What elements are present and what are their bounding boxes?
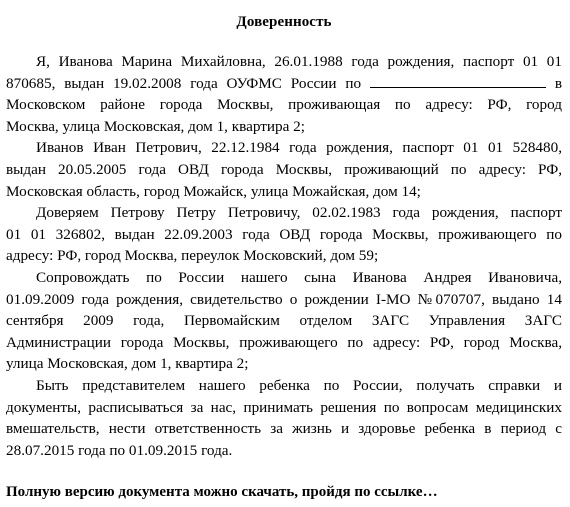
p1-line-2 (6, 73, 562, 95)
document-body (6, 51, 562, 461)
p3-line-1: Доверяем Петрову Петру Петровичу, 02.02.1983 года рождения, паспорт (36, 204, 562, 222)
p1-line-4: Москва, улица Московская, дом 1, квартира 2; (6, 117, 305, 135)
p1-line-2-text: 870685, выдан 19.02.2008 года ОУФМС России по (6, 74, 362, 92)
p5-line-4: 28.07.2015 года по 01.09.2015 года. (6, 441, 233, 459)
p5-line-1: Быть представителем нашего ребенка по России, получать справки и (36, 376, 562, 394)
p2-line-1: Иванов Иван Петрович, 22.12.1984 года рождения, паспорт 01 01 528480, (36, 139, 562, 157)
p5-line-2: документы, расписываться за нас, принимать решения по вопросам медицинских (6, 398, 562, 416)
p1-line-3: Московском районе города Москвы, проживающая по адресу: РФ, город (6, 96, 562, 114)
p4-line-3: сентября 2009 года, Первомайским отделом ЗАГС Управления ЗАГС (6, 312, 562, 330)
blank-underline (370, 74, 546, 88)
download-link-text[interactable]: Полную версию документа можно скачать, пройдя по ссылке… (6, 484, 438, 500)
p1-line-1: Я, Иванова Марина Михайловна, 26.01.1988 года рождения, паспорт 01 01 (36, 53, 562, 70)
p2-line-3: Московская область, город Можайск, улица Можайская, дом 14; (6, 182, 421, 200)
p4-line-5: улица Московская, дом 1, квартира 2; (6, 355, 249, 373)
p3-line-2: 01 01 326802, выдан 22.09.2003 года ОВД города Москвы, проживающего по (6, 225, 562, 243)
p2-line-2: выдан 20.05.2005 года ОВД города Москвы, проживающий по адресу: РФ, (6, 160, 562, 178)
p4-line-4: Администрации города Москвы, проживающего по адресу: РФ, город Москва, (6, 333, 562, 351)
p5-line-3: вмешательств, нести ответственность за жизнь и здоровье ребенка в период с (6, 420, 562, 438)
document-title: Доверенность (236, 14, 332, 30)
p4-line-1: Сопровождать по России нашего сына Иванова Андрея Ивановича, (36, 268, 562, 286)
p1-line-2-tail: в (554, 74, 563, 92)
p3-line-3: адресу: РФ, город Москва, переулок Московский, дом 59; (6, 247, 379, 265)
p4-line-2: 01.09.2009 года рождения, свидетельство о рождении I-МО №070707, выдано 14 (6, 290, 562, 308)
